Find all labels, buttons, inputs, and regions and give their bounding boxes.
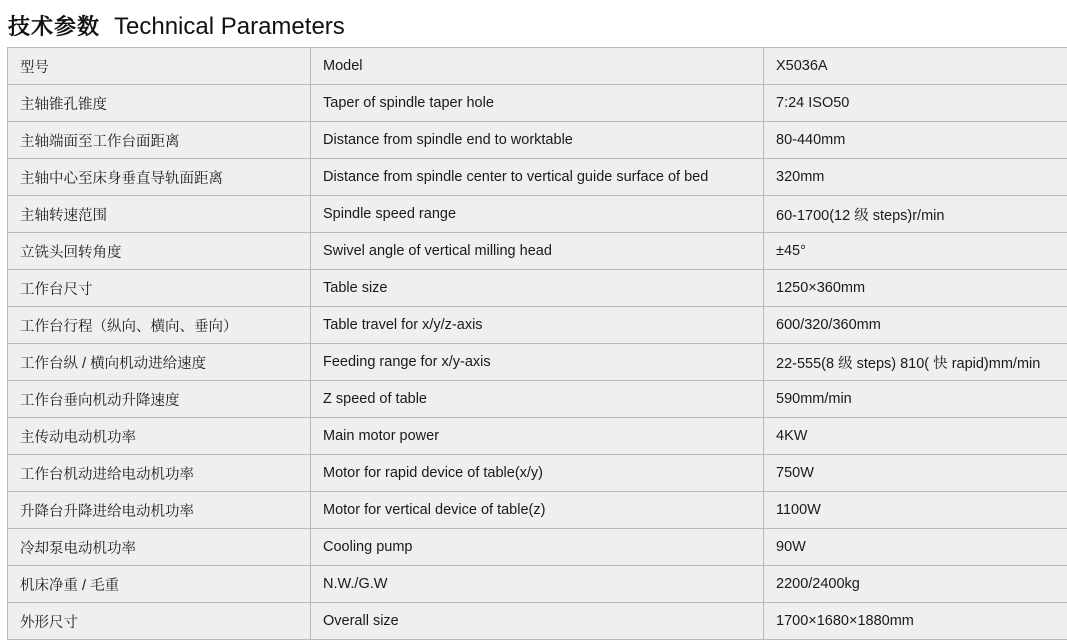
row-label-cn: 主轴端面至工作台面距离 xyxy=(8,122,311,159)
row-label-en: Main motor power xyxy=(311,418,764,455)
row-value: 80-440mm xyxy=(764,122,1067,159)
table-row xyxy=(8,122,1067,159)
row-label-cn: 工作台尺寸 xyxy=(8,270,311,307)
row-label-en: Swivel angle of vertical milling head xyxy=(311,233,764,270)
table-row xyxy=(8,603,1067,640)
row-value: 750W xyxy=(764,455,1067,492)
row-label-cn: 主传动电动机功率 xyxy=(8,418,311,455)
row-value: 2200/2400kg xyxy=(764,566,1067,603)
row-label-en: Overall size xyxy=(311,603,764,640)
page-title-chinese: 技术参数 xyxy=(8,10,100,41)
row-value: 1100W xyxy=(764,492,1067,529)
row-value: 1250×360mm xyxy=(764,270,1067,307)
row-label-en: Cooling pump xyxy=(311,529,764,566)
row-value: 90W xyxy=(764,529,1067,566)
row-value: 600/320/360mm xyxy=(764,307,1067,344)
row-value: 4KW xyxy=(764,418,1067,455)
row-label-en: Motor for rapid device of table(x/y) xyxy=(311,455,764,492)
row-label-cn: 工作台纵 / 横向机动进给速度 xyxy=(8,344,311,381)
table-row xyxy=(8,196,1067,233)
row-label-en: Motor for vertical device of table(z) xyxy=(311,492,764,529)
row-label-en: Distance from spindle end to worktable xyxy=(311,122,764,159)
row-label-en: Distance from spindle center to vertical guide surface of bed xyxy=(311,159,764,196)
table-row xyxy=(8,307,1067,344)
table-row xyxy=(8,455,1067,492)
row-value: 590mm/min xyxy=(764,381,1067,418)
table-row xyxy=(8,159,1067,196)
row-label-en: Feeding range for x/y-axis xyxy=(311,344,764,381)
row-label-en: Taper of spindle taper hole xyxy=(311,85,764,122)
row-value: ±45° xyxy=(764,233,1067,270)
row-label-en: Z speed of table xyxy=(311,381,764,418)
technical-parameters-table xyxy=(7,47,1067,640)
row-value: X5036A xyxy=(764,48,1067,85)
row-label-cn: 外形尺寸 xyxy=(8,603,311,640)
table-row xyxy=(8,418,1067,455)
row-value: 60-1700(12 级 steps)r/min xyxy=(764,196,1067,233)
table-row xyxy=(8,48,1067,85)
row-label-cn: 主轴转速范围 xyxy=(8,196,311,233)
row-label-cn: 工作台行程（纵向、横向、垂向） xyxy=(8,307,311,344)
row-label-en: Spindle speed range xyxy=(311,196,764,233)
table-row xyxy=(8,529,1067,566)
row-label-en: Model xyxy=(311,48,764,85)
row-label-en: Table travel for x/y/z-axis xyxy=(311,307,764,344)
row-label-cn: 立铣头回转角度 xyxy=(8,233,311,270)
row-label-cn: 冷却泵电动机功率 xyxy=(8,529,311,566)
row-label-cn: 升降台升降进给电动机功率 xyxy=(8,492,311,529)
table-row xyxy=(8,381,1067,418)
table-row xyxy=(8,566,1067,603)
table-row xyxy=(8,233,1067,270)
row-label-cn: 机床净重 / 毛重 xyxy=(8,566,311,603)
row-label-cn: 主轴中心至床身垂直导轨面距离 xyxy=(8,159,311,196)
table-row xyxy=(8,344,1067,381)
row-value: 7:24 ISO50 xyxy=(764,85,1067,122)
row-label-cn: 主轴锥孔锥度 xyxy=(8,85,311,122)
row-label-en: N.W./G.W xyxy=(311,566,764,603)
row-value: 320mm xyxy=(764,159,1067,196)
row-value: 22-555(8 级 steps) 810( 快 rapid)mm/min xyxy=(764,344,1067,381)
row-label-cn: 型号 xyxy=(8,48,311,85)
row-value: 1700×1680×1880mm xyxy=(764,603,1067,640)
table-row xyxy=(8,492,1067,529)
table-row xyxy=(8,85,1067,122)
table-row xyxy=(8,270,1067,307)
page-title xyxy=(0,0,1067,47)
row-label-cn: 工作台垂向机动升降速度 xyxy=(8,381,311,418)
row-label-cn: 工作台机动进给电动机功率 xyxy=(8,455,311,492)
row-label-en: Table size xyxy=(311,270,764,307)
page-title-english: Technical Parameters xyxy=(114,13,345,41)
